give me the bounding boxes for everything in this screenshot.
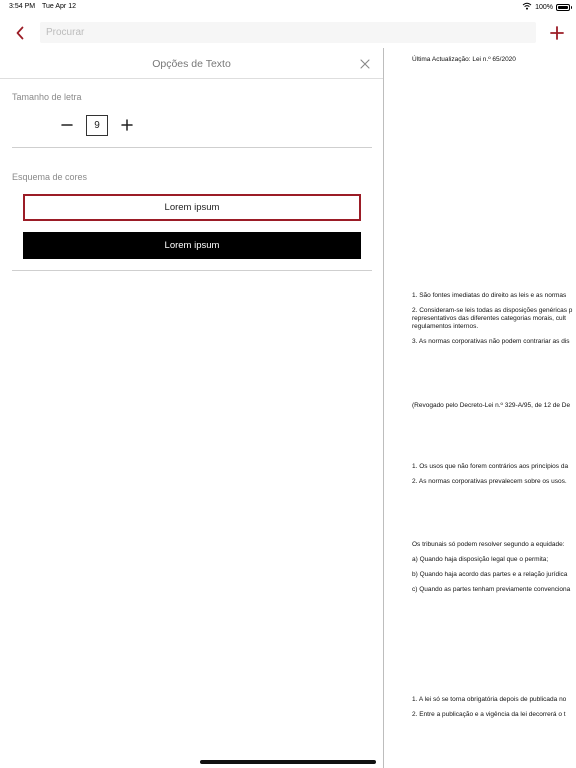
increase-font-button[interactable] [118, 116, 136, 134]
divider [12, 270, 372, 271]
status-bar [0, 0, 576, 14]
doc-line: Última Actualização: Lei n.º 65/2020 [412, 56, 516, 63]
decrease-font-button[interactable] [58, 116, 76, 134]
chevron-left-icon [15, 26, 25, 40]
status-date: Tue Apr 12 [42, 3, 76, 10]
close-button[interactable] [359, 57, 371, 69]
text-options-panel [0, 48, 383, 768]
panel-title: Opções de Texto [152, 58, 231, 70]
font-size-stepper [58, 114, 136, 136]
color-scheme-label: Esquema de cores [12, 172, 88, 182]
plus-icon [121, 119, 133, 131]
status-indicators [522, 2, 570, 12]
doc-line: 1. São fontes imediatas do direito as leis e as normas [412, 292, 567, 299]
search-input[interactable] [40, 22, 536, 43]
doc-line: b) Quando haja acordo das partes e a relação jurídica [412, 571, 568, 578]
status-time: 3:54 PM [9, 3, 36, 10]
dark-scheme-option[interactable] [23, 232, 361, 259]
doc-line: 1. A lei só se torna obrigatória depois de publicada no [412, 696, 567, 703]
doc-line: 2. Consideram-se leis todas as disposições genéricas p [412, 307, 573, 314]
doc-line: 3. As normas corporativas não podem contrariar as dis [412, 338, 570, 345]
document-view[interactable] [384, 48, 576, 768]
plus-icon [550, 26, 564, 40]
doc-line: 2. As normas corporativas prevalecem sobre os usos. [412, 478, 567, 485]
home-indicator[interactable] [200, 760, 376, 764]
doc-line: a) Quando haja disposição legal que o permita; [412, 556, 549, 563]
close-icon [359, 58, 371, 70]
doc-line: representativos das diferentes categorias morais, cult [412, 315, 566, 322]
divider [12, 147, 372, 148]
add-button[interactable] [546, 22, 568, 44]
font-size-value: 9 [86, 115, 108, 136]
scheme-option-label: Lorem ipsum [164, 202, 220, 213]
font-size-label: Tamanho de letra [12, 92, 82, 102]
scheme-option-label: Lorem ipsum [164, 240, 220, 251]
wifi-icon [522, 2, 532, 12]
light-scheme-option[interactable] [23, 194, 361, 221]
doc-line: regulamentos internos. [412, 323, 479, 330]
doc-line: Os tribunais só podem resolver segundo a equidade: [412, 541, 565, 548]
panel-header [0, 48, 383, 79]
minus-icon [61, 119, 73, 131]
battery-fill [558, 6, 568, 9]
doc-line: c) Quando as partes tenham previamente convenciona [412, 586, 571, 593]
battery-percent: 100% [535, 3, 553, 11]
doc-line: (Revogado pelo Decreto-Lei n.º 329-A/95, de 12 de De [412, 402, 571, 409]
doc-line: 1. Os usos que não forem contrários aos princípios da [412, 463, 569, 470]
battery-icon [556, 4, 570, 11]
doc-line: 2. Entre a publicação e a vigência da lei decorrerá o t [412, 711, 566, 718]
back-button[interactable] [10, 22, 30, 44]
